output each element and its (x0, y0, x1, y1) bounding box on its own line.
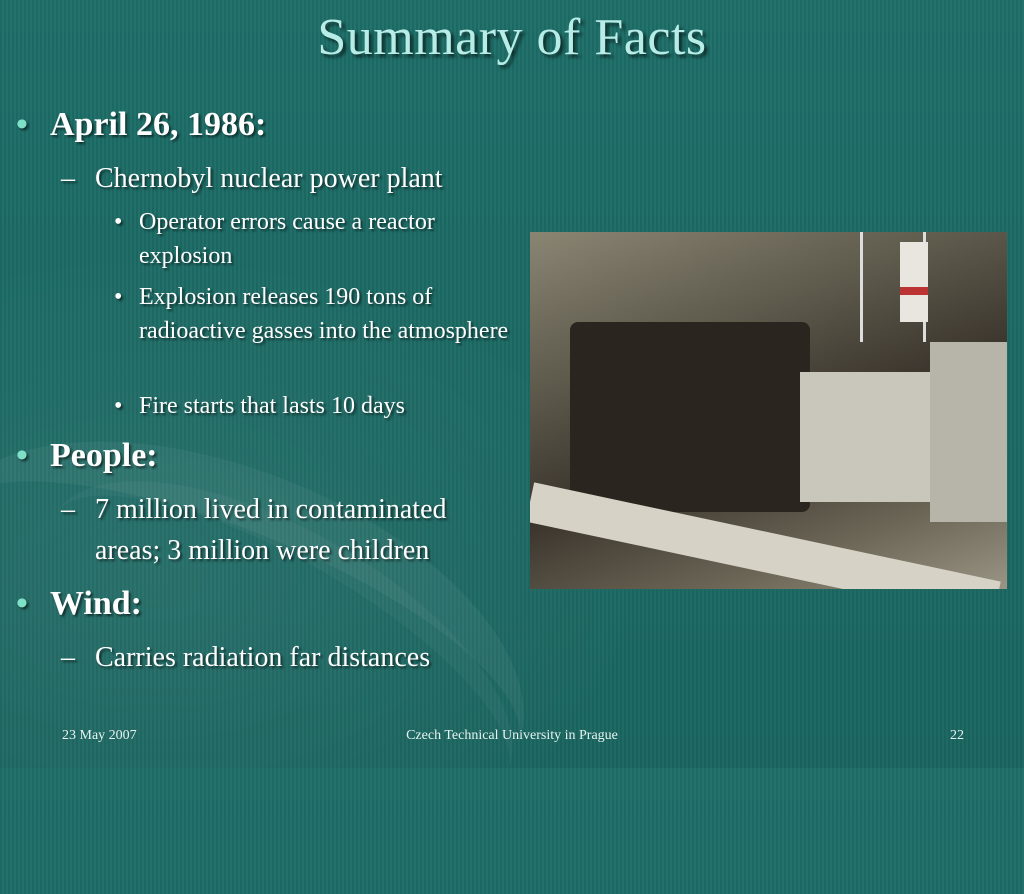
bullet-icon: • (114, 284, 123, 310)
detail-bullet-explosion (114, 280, 509, 348)
bullet-people (16, 437, 158, 475)
reactor-ruins-photo (530, 232, 1007, 589)
detail-bullet-text: Explosion releases 190 tons of radioactive gasses into the atmosphere (139, 284, 509, 344)
footer-date: 23 May 2007 (62, 728, 137, 743)
dash-icon: – (61, 494, 75, 525)
sub-bullet-radiation (61, 637, 525, 678)
slide-title: Summary of Facts (317, 9, 707, 66)
photo-chimney-shape (900, 242, 928, 322)
bullet-icon: • (114, 209, 123, 235)
sub-bullet-text: Carries radiation far distances (95, 642, 431, 673)
photo-rubble-shape (570, 322, 810, 512)
bullet-text: Wind: (50, 585, 142, 622)
footer-institution: Czech Technical University in Prague (406, 728, 618, 743)
bullet-icon: • (114, 393, 123, 419)
sub-bullet-population (61, 489, 515, 571)
photo-stripe-shape (900, 287, 928, 295)
sub-bullet-text: 7 million lived in contaminated areas; 3 million were children (95, 494, 447, 566)
detail-bullet-text: Operator errors cause a reactor explosion (139, 209, 435, 269)
detail-bullet-text: Fire starts that lasts 10 days (139, 393, 405, 419)
detail-bullet-operator (114, 205, 509, 273)
bullet-icon: • (16, 585, 28, 622)
detail-bullet-fire (114, 389, 509, 423)
sub-bullet-plant (61, 158, 525, 199)
bullet-date (16, 106, 267, 144)
photo-building-shape (930, 342, 1007, 522)
dash-icon: – (61, 642, 75, 673)
dash-icon: – (61, 163, 75, 194)
bullet-icon: • (16, 106, 28, 143)
bullet-icon: • (16, 437, 28, 474)
bullet-text: People: (50, 437, 158, 474)
bullet-text: April 26, 1986: (50, 106, 267, 143)
sub-bullet-text: Chernobyl nuclear power plant (95, 163, 443, 194)
photo-building-shape (800, 372, 930, 502)
footer-page-number: 22 (950, 728, 964, 743)
bullet-wind (16, 585, 142, 623)
